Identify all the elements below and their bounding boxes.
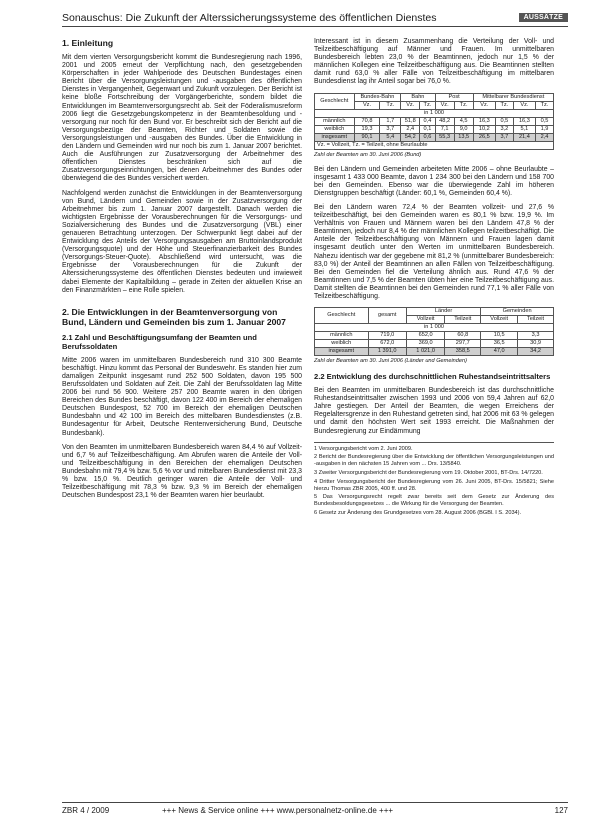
table-cell: 30,9 bbox=[518, 340, 554, 348]
footer-website: +++ News & Service online +++ www.personalnetz-online.de +++ bbox=[162, 806, 394, 815]
table-cell: 1 021,0 bbox=[406, 348, 444, 356]
table-cell: 358,5 bbox=[445, 348, 481, 356]
footnote: 5 Das Versorgungsrecht regelt zwar bereits seit dem Gesetz zur Änderung des Bundesbesoldungsgesetzes ... die Wirkung für die Versorgung der Beamten. bbox=[314, 494, 554, 508]
row-label: insgesamt bbox=[315, 133, 355, 141]
table-row-total bbox=[315, 133, 554, 141]
table-subheader: Vollzeit bbox=[481, 316, 518, 324]
table-cell: 0,5 bbox=[536, 117, 554, 125]
table-cell: 26,5 bbox=[473, 133, 495, 141]
footnote: 3 Zweiter Versorgungsbericht der Bundesregierung vom 19. Oktober 2001, BT-Drs. 14/7220. bbox=[314, 470, 543, 477]
row-label: insgesamt bbox=[315, 348, 369, 356]
table-header: Geschlecht bbox=[315, 93, 355, 109]
table-cell: 16,3 bbox=[513, 117, 535, 125]
section-badge: AUSSÄTZE bbox=[519, 13, 568, 22]
table-cell: 70,8 bbox=[354, 117, 380, 125]
table-unit: in 1 000 bbox=[315, 324, 554, 332]
table-cell: 0,1 bbox=[420, 125, 435, 133]
table-header: Post bbox=[435, 93, 473, 101]
page-number: 127 bbox=[554, 806, 568, 815]
table-subheader: Vollzeit bbox=[406, 316, 444, 324]
table-cell: 21,4 bbox=[513, 133, 535, 141]
paragraph: Mitte 2006 waren im unmittelbaren Bundesbereich rund 310 300 Beamte beschäftigt. Hinzu kommt das Personal der Bundeswehr. Es standen hier zum damaligen Zeitpunkt insgesamt rund 252 500 Soldaten, davon 195 500 Berufssoldaten und Soldaten auf Zeit. Die Zahl der Berufssoldaten lag Mitte 2006 bei rund 56 900. Weitere 257 200 Beamte waren in den übrigen Bereichen des Bundes beschäftigt, davon 122 400 im Bereich der ehemaligen Deutschen Bundespost, 52 700 im Bereich der ehemaligen Deutschen Bundesbahn und 42 100 im Bereich des mittelbaren Bundesdienstes (z.B. Bundesagentur für Arbeit, Deutsche Rentenversicherung Bund, Deutsche Bundesbank). bbox=[62, 356, 302, 437]
running-title: Sonauschus: Die Zukunft der Alterssicherungssysteme des öffentlichen Dienstes bbox=[62, 12, 437, 24]
table-cell: 0,6 bbox=[420, 133, 435, 141]
table-cell: 297,7 bbox=[445, 340, 481, 348]
table-beamte-laender-gemeinden bbox=[314, 307, 554, 356]
table-cell: 652,0 bbox=[406, 332, 444, 340]
table-cell: 19,3 bbox=[354, 125, 380, 133]
table-unit: in 1 000 bbox=[315, 109, 554, 117]
table-cell: 10,2 bbox=[473, 125, 495, 133]
table-cell: 4,5 bbox=[454, 117, 473, 125]
page-footer bbox=[62, 802, 568, 820]
table-header: Gemeinden bbox=[481, 308, 554, 316]
journal-issue: ZBR 4 / 2009 bbox=[62, 806, 110, 815]
table-header: Bundes-Bahn bbox=[354, 93, 401, 101]
table-cell: 36,5 bbox=[481, 340, 518, 348]
paragraph: Nachfolgend werden zunächst die Entwicklungen in der Beamtenversorgung von Bund, Ländern und Gemeinden sowie in der Zusatzversorgung der Arbeitnehmer bis zum 1. Januar 2007 dargestellt. Danach werden die wichtigsten Ergebnisse der Vorausberechnungen für die Versorgungs- und Sozialversicherung des Bundes und die Zusatzversorgung (VBL) einer genaueren Betrachtung unterzogen. Der Schwerpunkt liegt dabei auf der Entwicklung des Anteils der Versorgungsausgaben am Bruttoinlandsprodukt (Versorgungsquote) und der Höhe und Steuerfinanzierbarkeit des Bundes (Versorgungs-Steuer-Quote). Abschließend wird untersucht, was die Ergebnisse der Vorausberechnungen für die Zukunft der Alterssicherungssysteme des öffentlichen Dienstes bedeuten und inwieweit dabei Elemente der Kapitalbildung – gerade in Zeiten der aktuellen Krise an den Finanzmärkten – eine Rolle spielen. bbox=[62, 189, 302, 294]
table-cell: 3,7 bbox=[495, 133, 513, 141]
table-row bbox=[315, 125, 554, 133]
table-subheader: Vz. bbox=[401, 101, 420, 109]
page-header bbox=[62, 12, 568, 27]
table-cell: 1,9 bbox=[536, 125, 554, 133]
table-cell: 7,1 bbox=[435, 125, 454, 133]
row-label: weiblich bbox=[315, 125, 355, 133]
table-cell: 10,5 bbox=[481, 332, 518, 340]
table-subheader: Tz. bbox=[454, 101, 473, 109]
table-cell: 0,5 bbox=[495, 117, 513, 125]
footnote: 4 Dritter Versorgungsbericht der Bundesregierung vom 26. Juni 2005, BT-Drs. 15/5821; Siehe hierzu Thomas ZBR 2005, 400 ff. und 28. bbox=[314, 478, 554, 492]
table-header: gesamt bbox=[368, 308, 406, 324]
table-cell: 5,1 bbox=[513, 125, 535, 133]
table-cell: 54,2 bbox=[401, 133, 420, 141]
table-caption: Zahl der Beamten am 30. Juni 2006 (Bund) bbox=[314, 151, 422, 158]
table-cell: 0,4 bbox=[420, 117, 435, 125]
paragraph: Bei den Beamten im unmittelbaren Bundesbereich ist das durchschnittliche Ruhestandseintrittsalter zwischen 1993 und 2006 von 59,4 Jahren auf 62,0 Jahre gestiegen. Der Anteil der Beamten, die wegen Erreichens der Regelaltersgrenze in den Ruhestand getreten sind, hat 2006 mit 63 % gelegen und damit den höchsten Wert seit 1993 erreicht. Die Maßnahmen der Bundesregierung zur Eindämmung bbox=[314, 387, 554, 435]
table-cell: 719,0 bbox=[368, 332, 406, 340]
table-cell: 34,2 bbox=[518, 348, 554, 356]
left-column bbox=[62, 38, 302, 506]
table-header: Bahn bbox=[401, 93, 435, 101]
section-heading-2: 2. Die Entwicklungen in der Beamtenversorgung von Bund, Ländern und Gemeinden bis zum 1. Januar 2007 bbox=[62, 306, 286, 327]
footnote: 1 Versorgungsbericht vom 2. Juni 2009. bbox=[314, 445, 413, 452]
table-cell: 55,3 bbox=[435, 133, 454, 141]
table-cell: 3,2 bbox=[495, 125, 513, 133]
row-label: weiblich bbox=[315, 340, 369, 348]
table-header: Geschlecht bbox=[315, 308, 369, 324]
footnote: 6 Gesetz zur Änderung des Grundgesetzes vom 28. August 2006 (BGBl. I S. 2034). bbox=[314, 510, 522, 516]
table-subheader: Teilzeit bbox=[518, 316, 554, 324]
row-label: männlich bbox=[315, 117, 355, 125]
table-cell: 3,3 bbox=[518, 332, 554, 340]
table-cell: 1 391,0 bbox=[368, 348, 406, 356]
table-subheader: Vz. bbox=[435, 101, 454, 109]
table-caption: Zahl der Beamten am 30. Juni 2006 (Länder und Gemeinden) bbox=[314, 358, 467, 365]
table-subheader: Tz. bbox=[536, 101, 554, 109]
table-cell: 9,0 bbox=[454, 125, 473, 133]
right-column bbox=[314, 38, 554, 519]
table-subheader: Tz. bbox=[380, 101, 401, 109]
table-subheader: Vz. bbox=[354, 101, 380, 109]
footnotes bbox=[314, 442, 554, 517]
table-subheader: Vz. bbox=[513, 101, 535, 109]
table-cell: 13,5 bbox=[454, 133, 473, 141]
table-subheader: Tz. bbox=[495, 101, 513, 109]
paragraph: Bei den Ländern waren 72,4 % der Beamten vollzeit- und 27,6 % teilzeitbeschäftigt, bei den Gemeinden waren es 80,1 % bzw. 19,9 %. Im Verhältnis von Frauen und Männern waren bei den Ländern 47,8 % der Beamtinnen, jedoch nur 8,4 % der männlichen Kollegen teilzeitbeschäftigt. Die Anteile der Teilzeitbeschäftigung von Männern und Frauen lagen damit insgesamt deutlich unter den Werten im unmittelbaren Bundesbereich. Nahezu identisch war der gegebene mit 81,2 % (unmittelbarer Bundesbereich: 83,0 %) der Anteil der Beamtinnen an allen Fällen von Teilzeitbeschäftigung. Bei den Gemeinden fiel die Verteilung ähnlich aus. Rund 47,6 % der Beamtinnen und 7,5 % der Beamten übten hier eine Teilzeitbeschäftigung aus. Damit stellten die Beamtinnen bei den Gemeinden rund 77,1 % aller Fälle von Teilzeitbeschäftigung. bbox=[314, 203, 554, 300]
table-cell: 5,4 bbox=[380, 133, 401, 141]
table-row bbox=[315, 340, 554, 348]
table-subheader: Tz. bbox=[420, 101, 435, 109]
table-cell: 51,8 bbox=[401, 117, 420, 125]
subsection-heading-2-2: 2.2 Entwicklung des durchschnittlichen Ruhestandseintrittsalters bbox=[314, 372, 551, 382]
paragraph: Von den Beamten im unmittelbaren Bundesbereich waren 84,4 % auf Vollzeit- und 6,7 % auf Teilzeitbeschäftigung. Am Abrufen waren die Anteile der Voll- und Teilzeitbeschäftigung in den Bereichen der ehemaligen Deutschen Bundesbahn mit 79,4 % bzw. 5,6 % vor und mittelbaren Bundesdienst mit 23,3 % bzw. 15,0 %. Deutlich geringer waren die Anteile der Voll- und Teilzeitbeschäftigung mit 78,3 % bzw. 9,3 % im Bereich der ehemaligen Deutschen Bundespost 23,1 % der Beamten waren hier beurlaubt. bbox=[62, 443, 302, 500]
table-cell: 2,4 bbox=[536, 133, 554, 141]
table-cell: 1,7 bbox=[380, 117, 401, 125]
table-subheader: Vz. bbox=[473, 101, 495, 109]
table-cell: 16,3 bbox=[473, 117, 495, 125]
table-cell: 3,7 bbox=[380, 125, 401, 133]
table-cell: 369,0 bbox=[406, 340, 444, 348]
paragraph: Bei den Ländern und Gemeinden arbeiteten Mitte 2006 – ohne Beurlaubte – insgesamt 1 433 000 Beamte, davon 1 234 300 bei den Ländern und 158 700 bei den Gemeinden. Ebenso war die überwiegende Zahl im höheren Dienstgruppen beschäftigt (Länder: 60,1 %, Gemeinden 60,4 %). bbox=[314, 165, 554, 197]
table-beamte-bund bbox=[314, 93, 554, 150]
table-row-total bbox=[315, 348, 554, 356]
row-label: männlich bbox=[315, 332, 369, 340]
table-cell: 90,1 bbox=[354, 133, 380, 141]
table-cell: 2,4 bbox=[401, 125, 420, 133]
table-row bbox=[315, 332, 554, 340]
table-subheader: Teilzeit bbox=[445, 316, 481, 324]
table-cell: 47,0 bbox=[481, 348, 518, 356]
paragraph: Interessant ist in diesem Zusammenhang die Verteilung der Voll- und Teilzeitbeschäftigung auf Männer und Frauen. Im unmittelbaren Bundesbereich lebten 23,0 % der Beamtinnen, jedoch nur 1,5 % der männlichen Kollegen eine Teilzeitbeschäftigung aus. Die Beamtinnen stellten damit rund 63,0 % aller Fälle von Teilzeitbeschäftigung im mittelbaren Bundesdienst lag ihr Anteil sogar bei 76,0 %. bbox=[314, 38, 554, 86]
table-note: Vz. = Vollzeit, Tz. = Teilzeit, ohne Beurlaubte bbox=[315, 141, 554, 149]
table-cell: 672,0 bbox=[368, 340, 406, 348]
table-row bbox=[315, 117, 554, 125]
subsection-heading-2-1: 2.1 Zahl und Beschäftigungsumfang der Beamten und Berufssoldaten bbox=[62, 332, 257, 351]
paragraph: Mit dem vierten Versorgungsbericht kommt die Bundesregierung nach 1996, 2001 und 2005 erneut der Verpflichtung nach, den gesetzgebenden Körperschaften in jeder Wahlperiode des Deutschen Bundestages einen Bericht über die Versorgungsleistungen und -ausgaben des öffentlichen Dienstes in Vergangenheit, Gegenwart und Zukunft vorzulegen. Der Bericht ist keine bloße Fortschreibung der Vorgängerberichte, sondern bildet die Entwicklungen im Beamtenversorgungsrecht ab. Seit der Föderalismusreform 2006 liegt die Gesetzgebungskompetenz in der Beamtenbesoldung und -versorgung nur noch für den Bund vor. Er beschreibt sich der Bericht auf die Versorgungsbezüge der Beamten, Richter und Soldaten sowie die Versorgungsleistungen und -ausgaben des Bundes. Über die Entwicklung in den Ländern und Gemeinden wird nur noch bis zum 1. Januar 2007 berichtet. Auch die Ausführungen zur Zusatzversorgung der Arbeitnehmer des öffentlichen Dienstes beschränken sich auf die Zusatzversorgungseinrichtungen, bei denen Arbeitnehmer des Bundes oder überwiegend die des Bundes versichert werden. bbox=[62, 54, 302, 183]
table-cell: 48,2 bbox=[435, 117, 454, 125]
footnote: 2 Bericht der Bundesregierung über die Entwicklung der öffentlichen Versorgungsleistungen und -ausgaben in den nächsten 15 Jahren vom ... Drs. 13/5840. bbox=[314, 454, 554, 468]
section-heading-1: 1. Einleitung bbox=[62, 38, 114, 48]
table-cell: 60,8 bbox=[445, 332, 481, 340]
table-header: Länder bbox=[406, 308, 480, 316]
table-header: Mittelbarer Bundesdienst bbox=[473, 93, 553, 101]
